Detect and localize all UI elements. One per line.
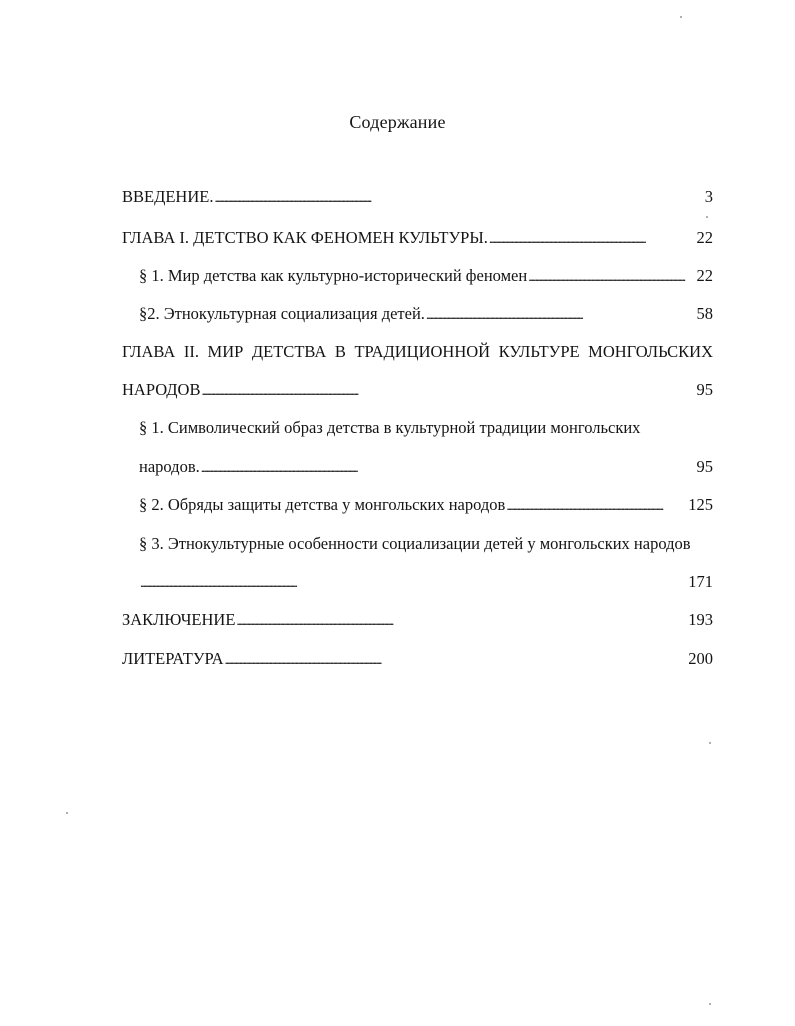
toc-dot-leader xyxy=(528,266,694,287)
toc-page-number: 22 xyxy=(696,266,713,285)
toc-entry-chapter-2-section-2 xyxy=(139,495,713,516)
toc-entry-label: ВВЕДЕНИЕ. xyxy=(122,187,214,206)
toc-entry-label: народов. xyxy=(139,457,200,476)
toc-entry-label: ГЛАВА I. ДЕТСТВО КАК ФЕНОМЕН КУЛЬТУРЫ. xyxy=(122,228,488,247)
scan-speck xyxy=(66,812,68,814)
toc-entry-literature xyxy=(122,649,713,670)
toc-dot-leader xyxy=(506,495,686,516)
scan-speck xyxy=(706,216,708,218)
toc-entry-chapter-2-section-1 xyxy=(139,457,713,478)
page-title: Содержание xyxy=(349,112,446,132)
scan-speck xyxy=(709,1003,711,1005)
toc-page-number: 22 xyxy=(696,228,713,247)
toc-dot-leader xyxy=(225,649,687,670)
toc-dot-leader xyxy=(236,610,686,631)
toc-entry-chapter-2 xyxy=(122,380,713,401)
scan-speck xyxy=(709,742,711,744)
toc-entry-conclusion xyxy=(122,610,713,631)
toc-page-number: 193 xyxy=(688,610,713,629)
toc-page-number: 95 xyxy=(696,380,713,399)
toc-page-number: 95 xyxy=(696,457,713,476)
toc-dot-leader xyxy=(201,380,694,401)
scan-speck xyxy=(680,16,682,18)
toc-entry-chapter-2-section-3-line-1: § 3. Этнокультурные особенности социализации детей у монгольских народов xyxy=(139,534,691,553)
toc-dot-leader xyxy=(489,228,695,249)
toc-entry-label: § 1. Мир детства как культурно-исторический феномен xyxy=(139,266,528,285)
toc-page-number: 125 xyxy=(688,495,713,514)
toc-entry-chapter-1-section-1 xyxy=(139,266,713,287)
toc-entry-chapter-2-line-1: ГЛАВА II. МИР ДЕТСТВА В ТРАДИЦИОННОЙ КУЛЬТУРЕ МОНГОЛЬСКИХ xyxy=(122,342,713,361)
toc-entry-chapter-1 xyxy=(122,228,713,249)
toc-dot-leader xyxy=(140,572,686,593)
toc-dot-leader xyxy=(201,457,695,478)
toc-page-number: 3 xyxy=(704,187,713,206)
toc-dot-leader xyxy=(426,304,695,325)
toc-page-number: 200 xyxy=(688,649,713,668)
toc-dot-leader xyxy=(214,187,702,208)
toc-entry-label: ЗАКЛЮЧЕНИЕ xyxy=(122,610,236,629)
toc-entry-label: ЛИТЕРАТУРА xyxy=(122,649,224,668)
toc-page-number: 58 xyxy=(696,304,713,323)
toc-entry-chapter-2-section-3 xyxy=(139,572,713,593)
toc-entry-label: НАРОДОВ xyxy=(122,380,201,399)
toc-entry-chapter-2-section-1-line-1: § 1. Символический образ детства в культурной традиции монгольских xyxy=(139,418,641,437)
toc-entry-introduction xyxy=(122,187,713,208)
toc-entry-label: § 2. Обряды защиты детства у монгольских народов xyxy=(139,495,506,514)
toc-page-number: 171 xyxy=(688,572,713,591)
toc-entry-chapter-1-section-2 xyxy=(139,304,713,325)
toc-entry-label: §2. Этнокультурная социализация детей. xyxy=(139,304,425,323)
